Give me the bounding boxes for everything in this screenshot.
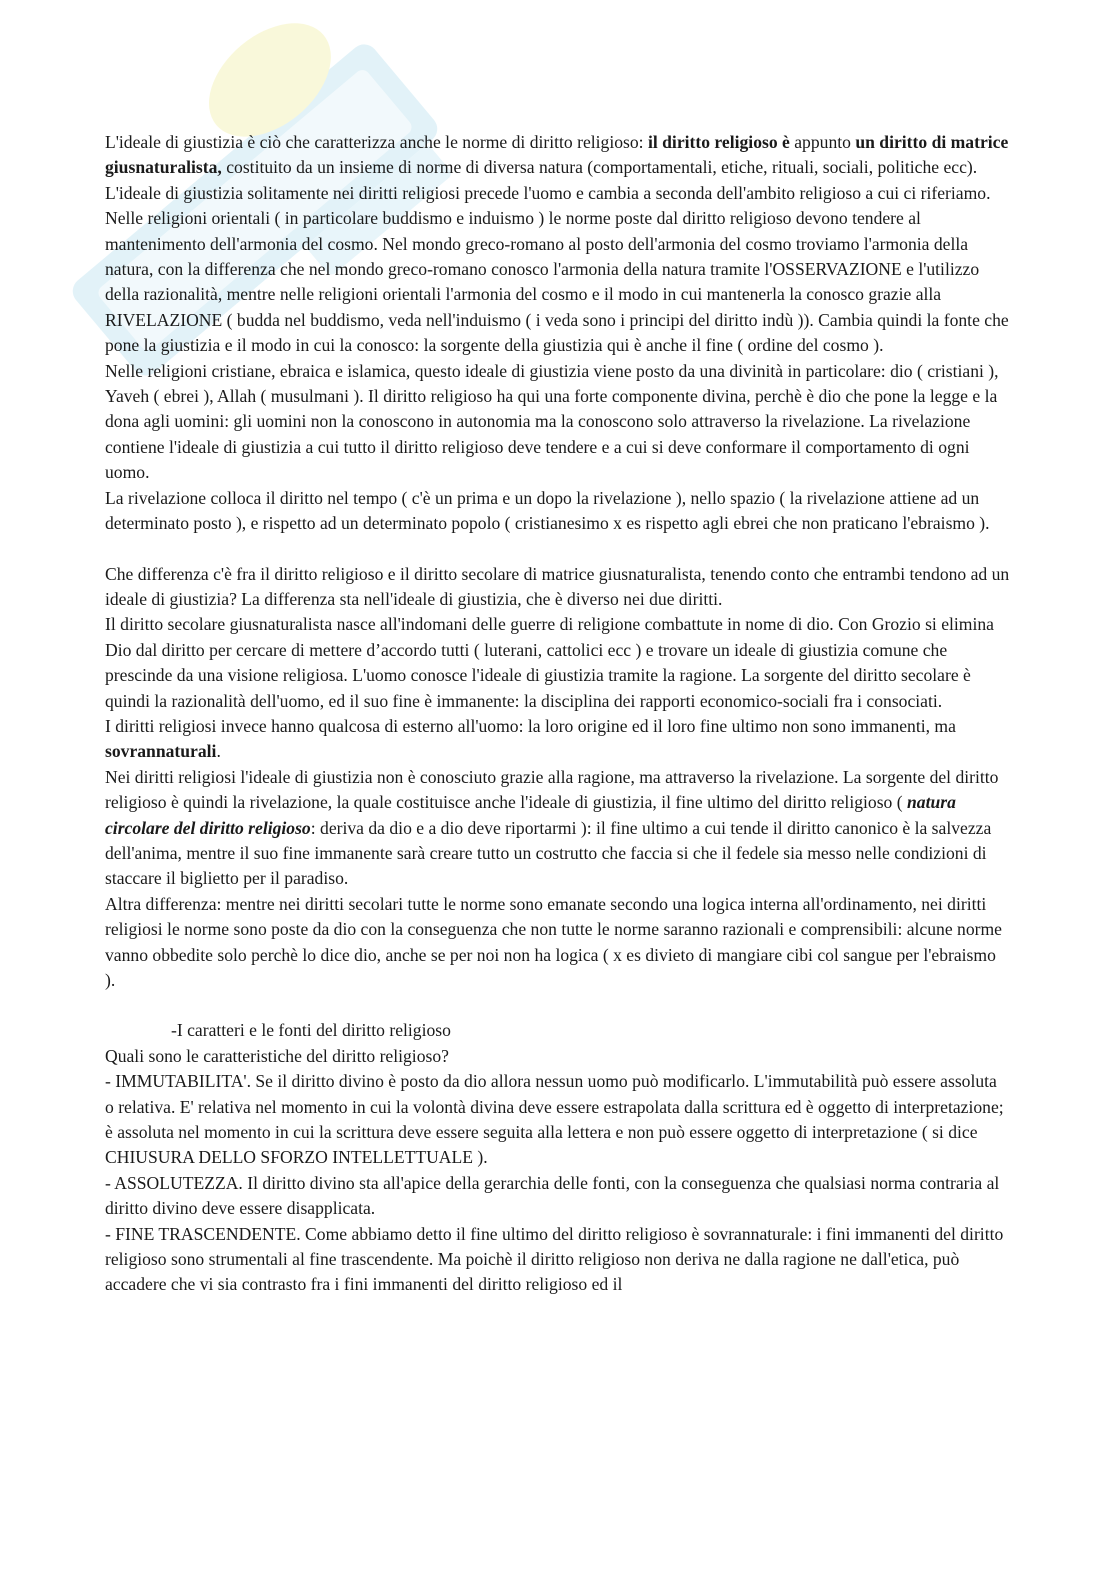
paragraph: Quali sono le caratteristiche del diritto religioso? (105, 1045, 449, 1066)
paragraph: L'ideale di giustizia solitamente nei diritti religiosi precede l'uomo e cambia a seconda dell'ambito religioso a cui ci riferiamo. Nelle religioni orientali ( in particolare buddismo e induismo ) le norme poste dal diritto religioso devono tendere al mantenimento dell'armonia del cosmo. Nel mondo greco-romano al posto dell'armonia del cosmo troviamo l'armonia della natura, con la differenza che nel mondo greco-romano conosco l'armonia della natura tramite l'OSSERVAZIONE e l'utilizzo della razionalità, mentre nelle religioni orientali l'armonia del cosmo e il modo in cui mantenerla la conosco grazie alla RIVELAZIONE ( budda nel buddismo, veda nell'induismo ( i veda sono i principi del diritto indù )). Cambia quindi la fonte che pone la giustizia e il modo in cui la conosco: la sorgente della giustizia qui è anche il fine ( ordine del cosmo ). (105, 182, 1009, 356)
paragraph: L'ideale di giustizia è ciò che caratterizza anche le norme di diritto religioso: il diritto religioso è appunto un diritto di matrice giusnaturalista, costituito da un insieme di norme di diversa natura (comportamentali, etiche, rituali, sociali, politiche ecc). (105, 132, 1009, 178)
paragraph: - IMMUTABILITA'. Se il diritto divino è posto da dio allora nessun uomo può modificarlo. L'immutabilità può essere assoluta o relativa. E' relativa nel momento in cui la volontà divina deve essere estrapolata dalla scrittura ed è oggetto di interpretazione; è assoluta nel momento in cui la scrittura deve essere seguita alla lettera e non può essere oggetto di interpretazione ( si dice CHIUSURA DELLO SFORZO INTELLETTUALE ). (105, 1071, 1004, 1168)
paragraph: - FINE TRASCENDENTE. Come abbiamo detto il fine ultimo del diritto religioso è sovrannaturale: i fini immanenti del diritto religioso sono strumentali al fine trascendente. Ma poichè il diritto religioso non deriva ne dalla ragione ne dall'etica, può accadere che vi sia contrasto fra i fini immanenti del diritto religioso ed il (105, 1223, 1004, 1295)
paragraph: - ASSOLUTEZZA. Il diritto divino sta all'apice della gerarchia delle fonti, con la conseguenza che qualsiasi norma contraria al diritto divino deve essere disapplicata. (105, 1172, 1000, 1219)
paragraph: Che differenza c'è fra il diritto religioso e il diritto secolare di matrice giusnaturalista, tenendo conto che entrambi tendono ad un ideale di giustizia? La differenza sta nell'ideale di giustizia, che è diverso nei due diritti. (105, 563, 1010, 609)
section-heading: -I caratteri e le fonti del diritto religioso (171, 1020, 451, 1041)
paragraph: I diritti religiosi invece hanno qualcosa di esterno all'uomo: la loro origine ed il loro fine ultimo non sono immanenti, ma sovrannaturali. (105, 715, 956, 762)
paragraph: Nelle religioni cristiane, ebraica e islamica, questo ideale di giustizia viene posto da una divinità in particolare: dio ( cristiani ), Yaveh ( ebrei ), Allah ( musulmani ). Il diritto religioso ha qui una forte componente divina, perchè è dio che pone la legge e la dona agli uomini: gli uomini non la conoscono in autonomia ma la conoscono solo attraverso la rivelazione. La rivelazione contiene l'ideale di giustizia a cui tutto il diritto religioso deve tendere e a cui si deve conformare il comportamento di ogni uomo. (105, 360, 999, 483)
spacer (105, 993, 1010, 1018)
document-body (105, 130, 1010, 1298)
paragraph: Altra differenza: mentre nei diritti secolari tutte le norme sono emanate secondo una logica interna all'ordinamento, nei diritti religiosi le norme sono poste da dio con la conseguenza che non tutte le norme saranno razionali e comprensibili: alcune norme vanno obbedite solo perchè lo dice dio, anche se per noi non ha logica ( x es divieto di mangiare cibi col sangue per l'ebraismo ). (105, 893, 1002, 990)
paragraph: La rivelazione colloca il diritto nel tempo ( c'è un prima e un dopo la rivelazione ), nello spazio ( la rivelazione attiene ad un determinato posto ), e rispetto ad un determinato popolo ( cristianesimo x es rispetto agli ebrei che non praticano l'ebraismo ). (105, 487, 990, 534)
spacer (105, 537, 1010, 562)
paragraph: Il diritto secolare giusnaturalista nasce all'indomani delle guerre di religione combattute in nome di dio. Con Grozio si elimina Dio dal diritto per cercare di mettere d’accordo tutti ( luterani, cattolici ecc ) e trovare un ideale di giustizia comune che prescinde da una visione religiosa. L'uomo conosce l'ideale di giustizia tramite la ragione. La sorgente del diritto secolare è quindi la razionalità dell'uomo, ed il suo fine è immanente: la disciplina dei rapporti economico-sociali fra i consociati. (105, 614, 994, 711)
paragraph: Nei diritti religiosi l'ideale di giustizia non è conosciuto grazie alla ragione, ma attraverso la rivelazione. La sorgente del diritto religioso è quindi la rivelazione, la quale costituisce anche l'ideale di giustizia, il fine ultimo del diritto religioso ( natura circolare del diritto religioso: deriva da dio e a dio deve riportarmi ): il fine ultimo a cui tende il diritto canonico è la salvezza dell'anima, mentre il suo fine immanente sarà creare tutto un costrutto che faccia si che il fedele sia messo nelle condizioni di staccare il biglietto per il paradiso. (105, 766, 999, 889)
